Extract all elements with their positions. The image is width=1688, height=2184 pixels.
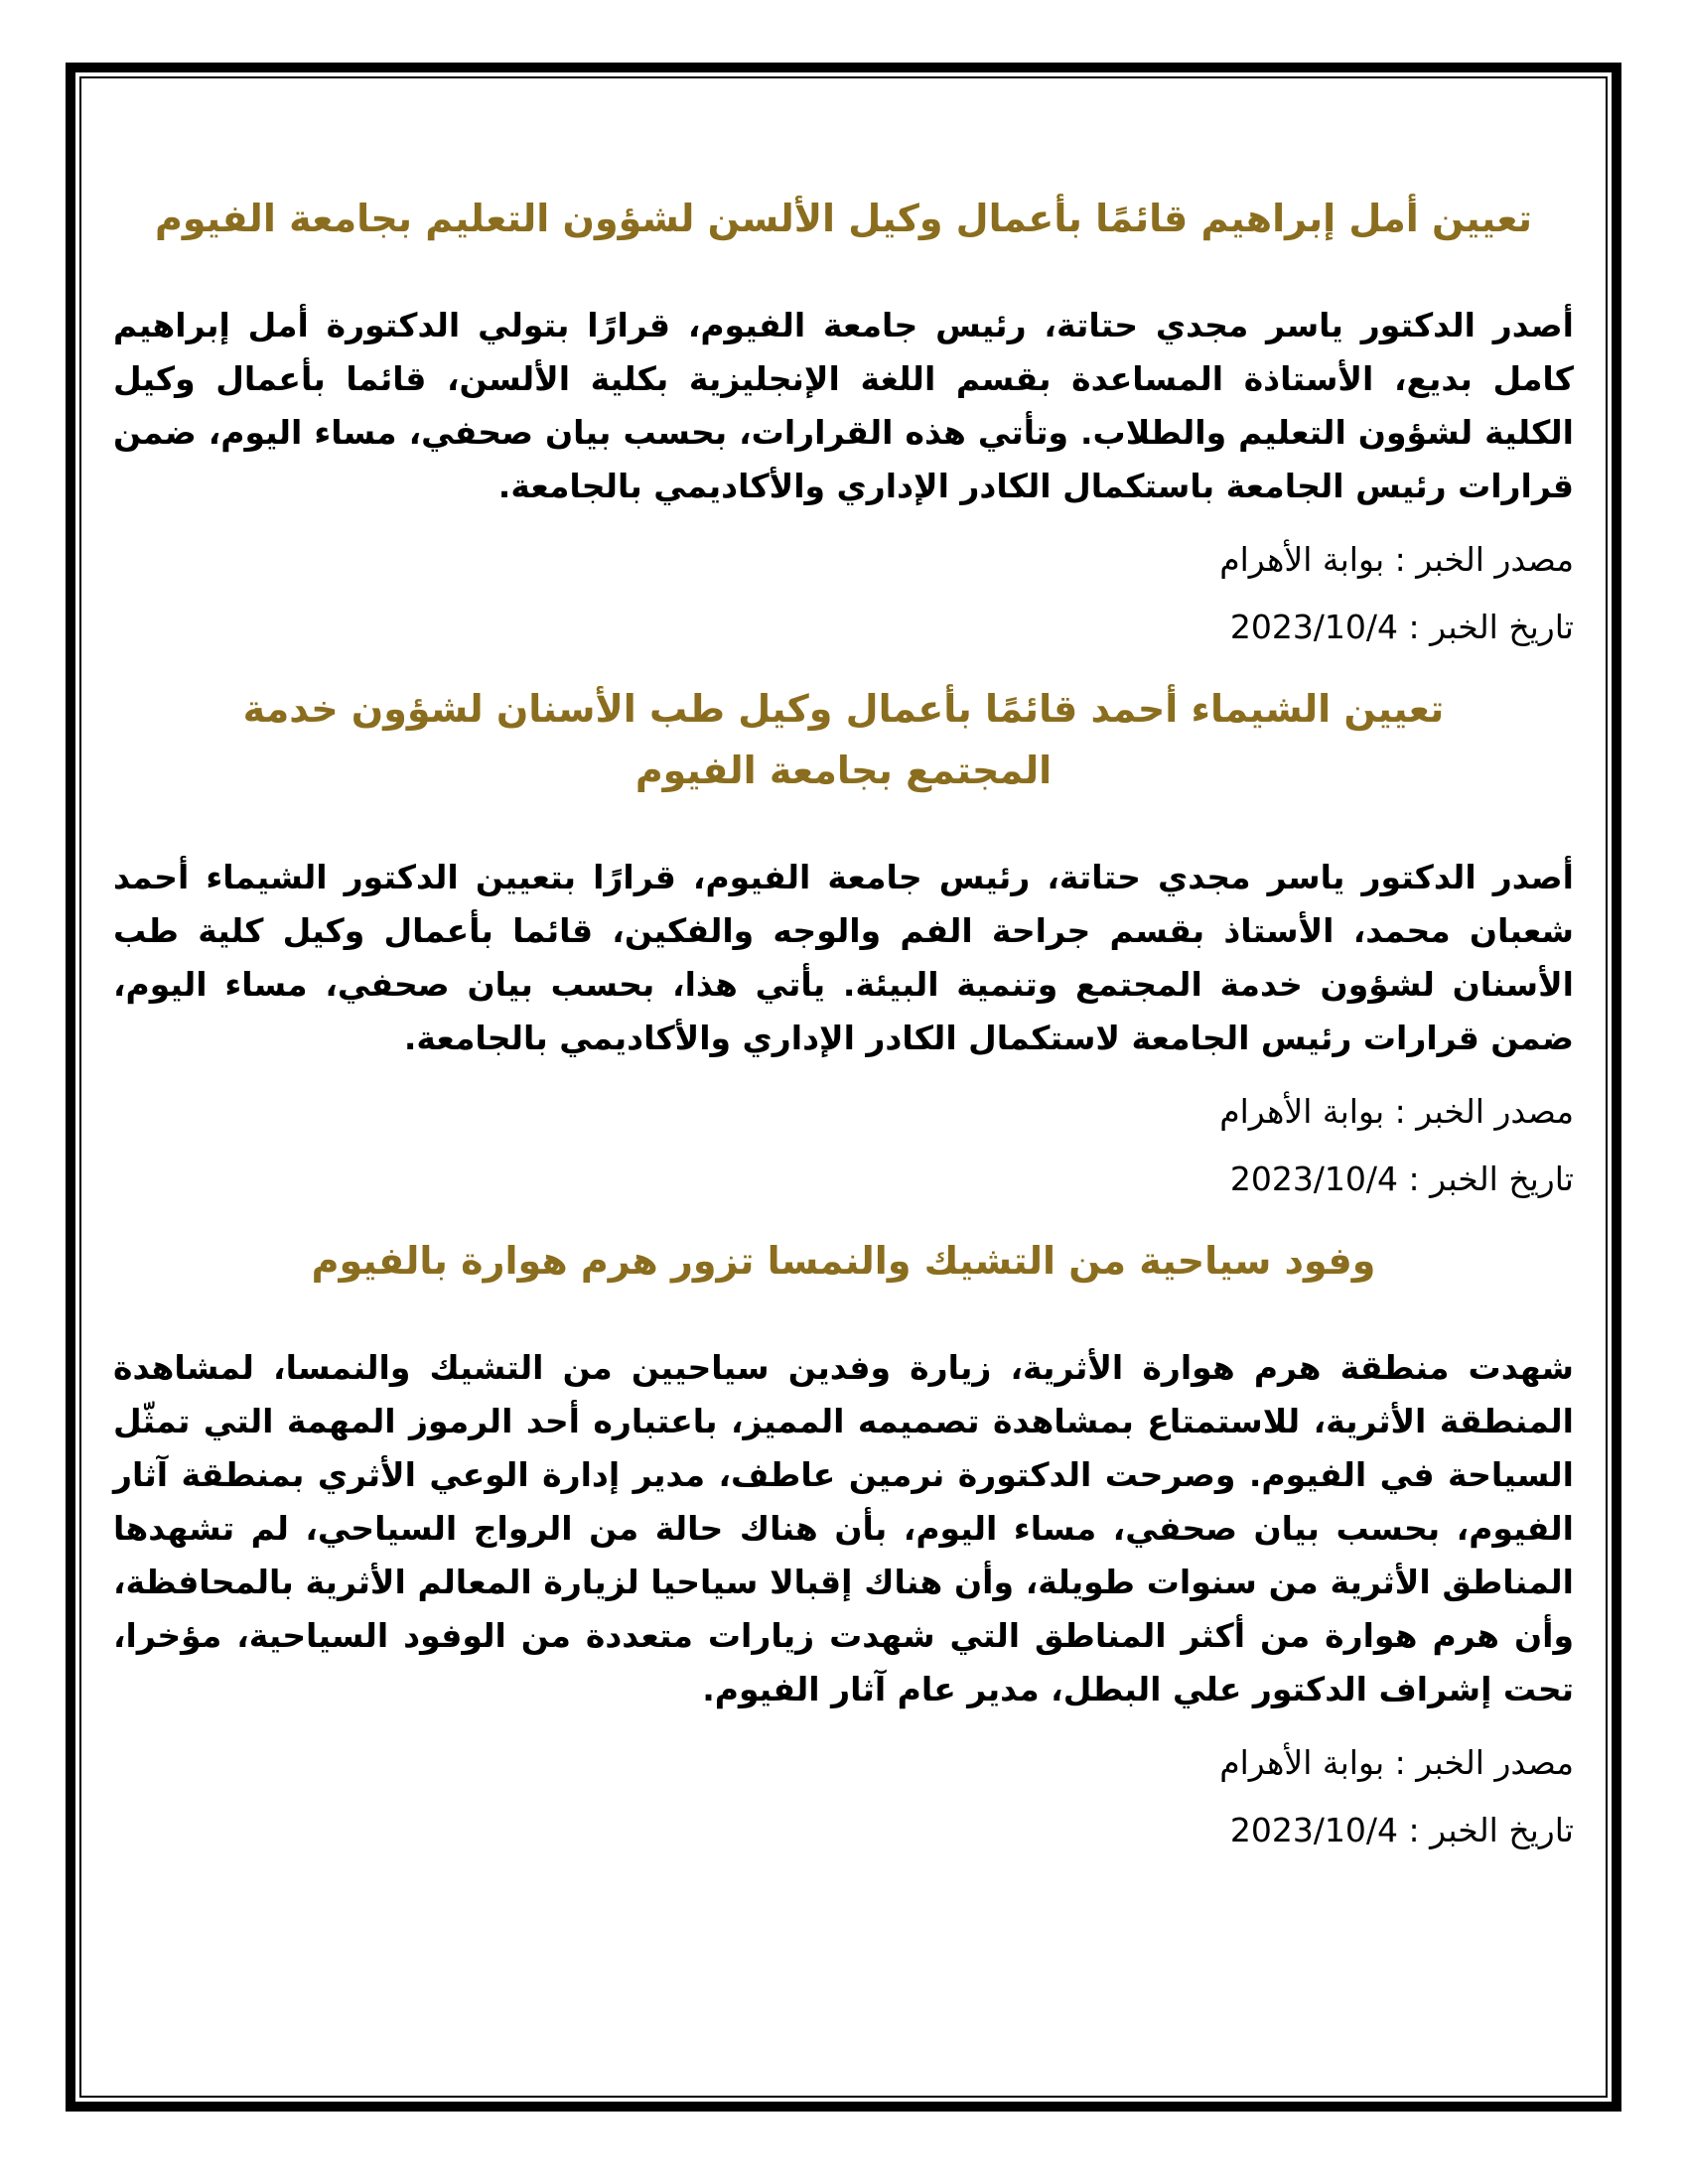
page-border-inner-line	[79, 76, 1608, 2098]
page-border-frame	[66, 63, 1621, 2112]
article-3-body: شهدت منطقة هرم هوارة الأثرية، زيارة وفدين سياحيين من التشيك والنمسا، لمشاهدة المنطقة الأثرية، للاستمتاع بمشاهدة تصميمه المميز، باعتباره أحد الرموز المهمة التي تمثّل السياحة في الفيوم. وصرحت الدكتورة نرمين عاطف، مدير إدارة الوعي الأثري بمنطقة آثار الفيوم، بحسب بيان صحفي، مساء اليوم، بأن هناك حالة من الرواج السياحي، لم تشهدها المناطق الأثرية من سنوات طويلة، وأن هناك إقبالا سياحيا لزيارة المعالم الأثرية بالمحافظة، وأن هرم هوارة من أكثر المناطق التي شهدت زيارات متعددة من الوفود السياحية، مؤخرا، تحت إشراف الدكتور علي البطل، مدير عام آثار الفيوم.	[113, 1348, 1574, 1708]
article-3	[113, 1230, 1574, 1857]
article-2-date-line: تاريخ الخبر : 2023/10/4	[1229, 1160, 1574, 1198]
article-2-title: تعيين الشيماء أحمد قائمًا بأعمال وكيل طب الأسنان لشؤون خدمة المجتمع بجامعة الفيوم	[242, 687, 1445, 792]
article-2-body: أصدر الدكتور ياسر مجدي حتاتة، رئيس جامعة الفيوم، قرارًا بتعيين الدكتور الشيماء أحمد شعبان محمد، الأستاذ بقسم جراحة الفم والوجه والفكين، قائما بأعمال وكيل كلية طب الأسنان لشؤون خدمة المجتمع وتنمية البيئة. يأتي هذا، بحسب بيان صحفي، مساء اليوم، ضمن قرارات رئيس الجامعة لاستكمال الكادر الإداري والأكاديمي بالجامعة.	[113, 858, 1574, 1057]
article-1-source-line: مصدر الخبر : بوابة الأهرام	[1219, 540, 1574, 579]
article-3-title: وفود سياحية من التشيك والنمسا تزور هرم هوارة بالفيوم	[311, 1239, 1376, 1283]
article-2	[113, 678, 1574, 1206]
article-1-body: أصدر الدكتور ياسر مجدي حتاتة، رئيس جامعة الفيوم، قرارًا بتولي الدكتورة أمل إبراهيم كامل بديع، الأستاذة المساعدة بقسم اللغة الإنجليزية بكلية الألسن، قائما بأعمال وكيل الكلية لشؤون التعليم والطلاب. وتأتي هذه القرارات، بحسب بيان صحفي، مساء اليوم، ضمن قرارات رئيس الجامعة باستكمال الكادر الإداري والأكاديمي بالجامعة.	[113, 306, 1574, 505]
article-1-title: تعيين أمل إبراهيم قائمًا بأعمال وكيل الألسن لشؤون التعليم بجامعة الفيوم	[155, 197, 1532, 240]
article-3-source-line: مصدر الخبر : بوابة الأهرام	[1219, 1743, 1574, 1782]
article-1	[113, 188, 1574, 654]
article-2-source-line: مصدر الخبر : بوابة الأهرام	[1219, 1092, 1574, 1131]
article-1-date-line: تاريخ الخبر : 2023/10/4	[1229, 608, 1574, 646]
article-3-date-line: تاريخ الخبر : 2023/10/4	[1229, 1811, 1574, 1849]
page-content	[81, 78, 1606, 2096]
